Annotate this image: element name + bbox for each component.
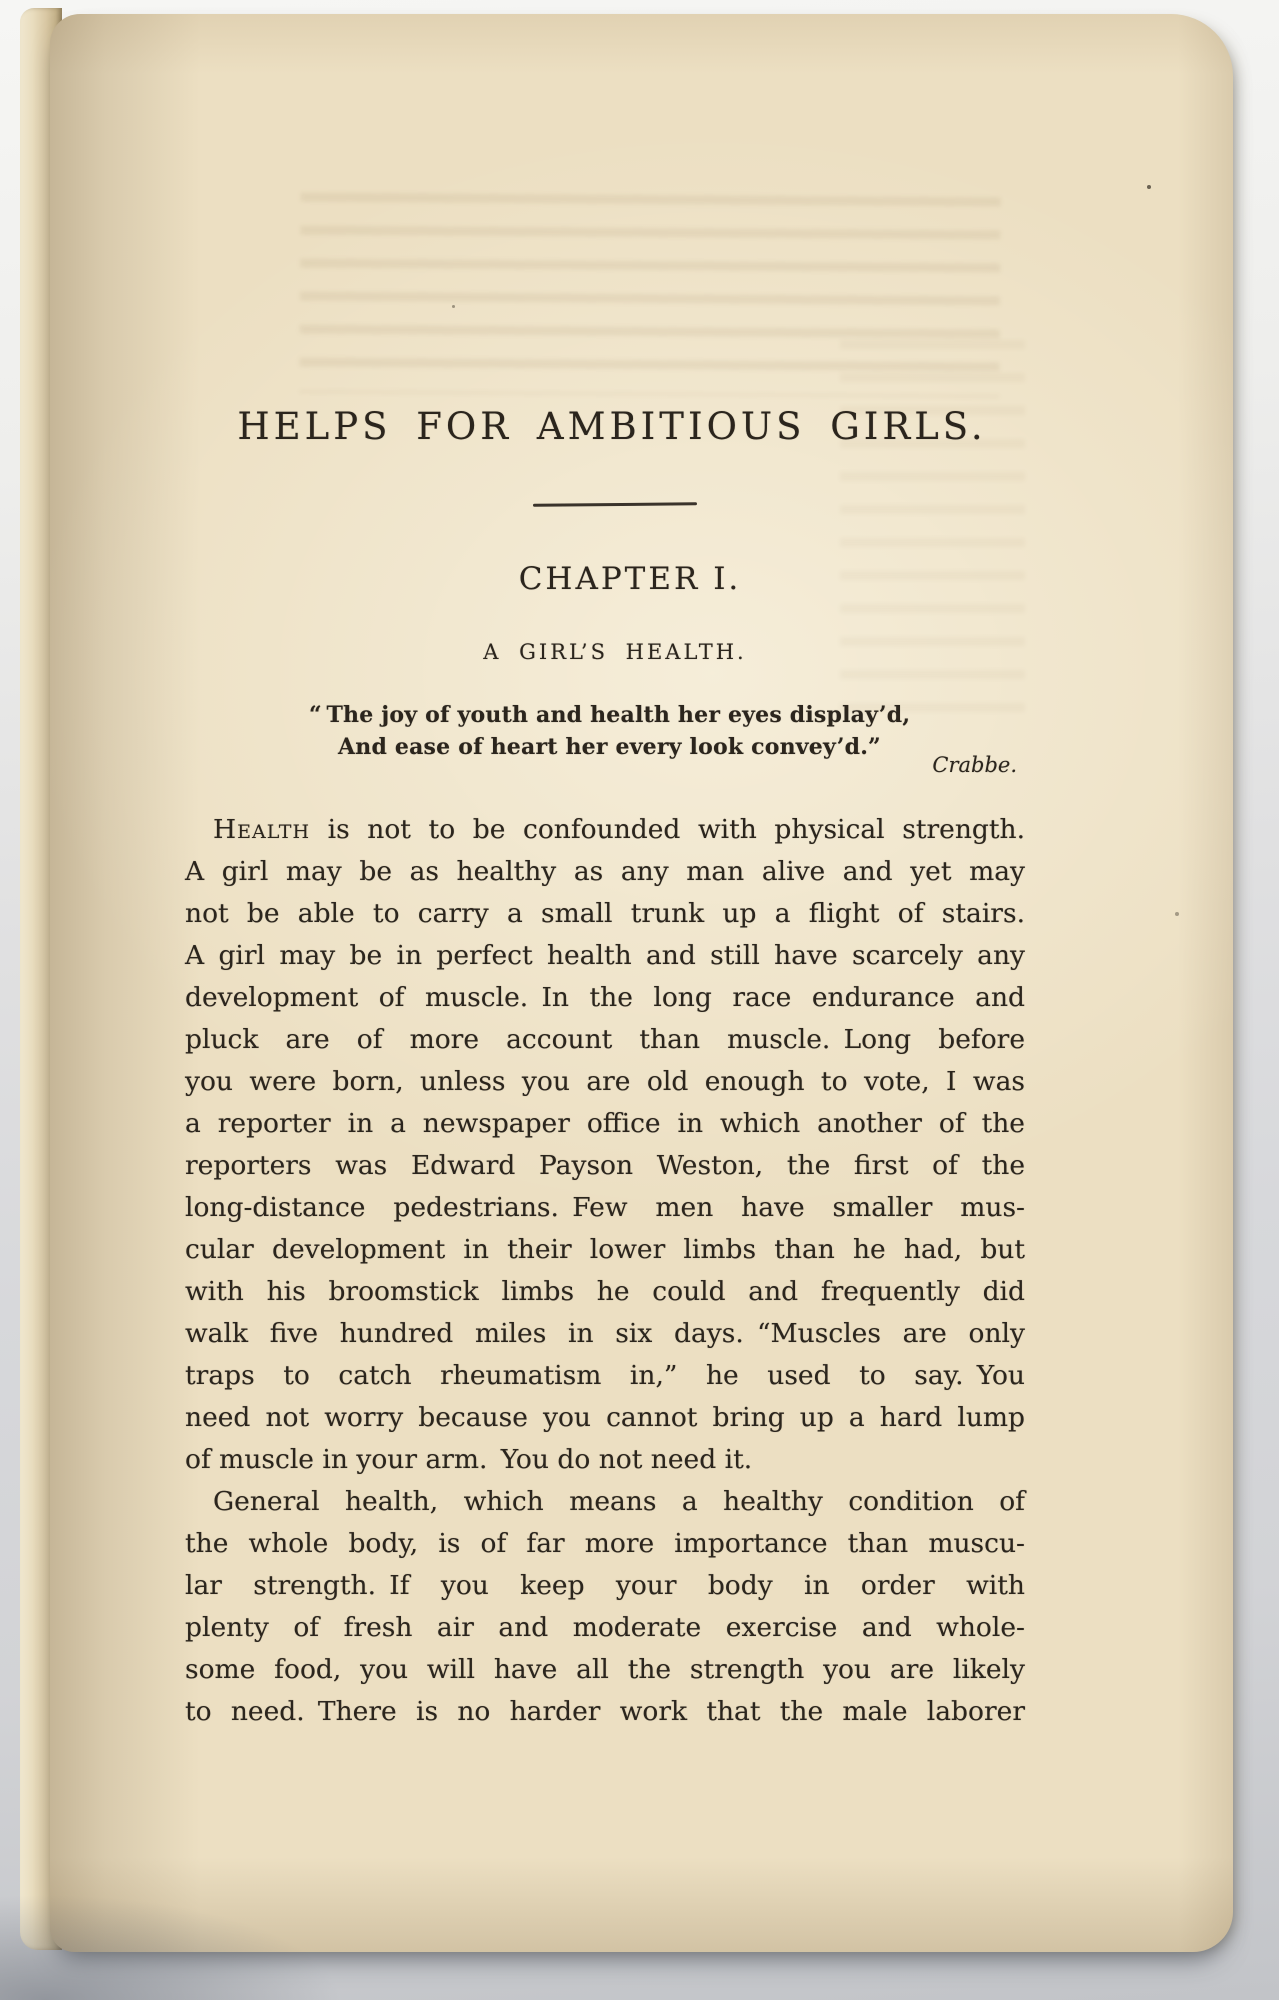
body-line: with his broomstick limbs he could and frequently did xyxy=(185,1276,1025,1307)
body-line: cular development in their lower limbs than he had, but xyxy=(185,1234,1025,1265)
body-line: traps to catch rheumatism in,” he used to say. You xyxy=(185,1360,1025,1391)
body-line: reporters was Edward Payson Weston, the first of the xyxy=(185,1150,1025,1181)
body-line: development of muscle. In the long race endurance and xyxy=(185,982,1025,1013)
body-text xyxy=(185,809,1025,1733)
paper-speck xyxy=(1147,185,1151,189)
body-line: need not worry because you cannot bring up a hard lump xyxy=(185,1402,1025,1433)
page-content xyxy=(185,14,1025,1952)
body-line: lar strength. If you keep your body in order with xyxy=(185,1570,1025,1601)
body-line: Health is not to be confounded with physical strength. xyxy=(213,814,1025,845)
body-line: a reporter in a newspaper office in which another of the xyxy=(185,1108,1025,1139)
paper-speck xyxy=(1175,912,1179,916)
body-line: you were born, unless you are old enough to vote, I was xyxy=(185,1066,1025,1097)
body-line: walk five hundred miles in six days. “Muscles are only xyxy=(185,1318,1025,1349)
epigraph-line: And ease of heart her every look convey’d.” xyxy=(338,734,881,760)
chapter-heading: CHAPTER I. xyxy=(518,561,742,597)
book-page xyxy=(50,14,1233,1952)
body-line: long-distance pedestrians. Few men have smaller mus- xyxy=(185,1192,1025,1223)
smallcaps-word: Health xyxy=(213,814,311,845)
body-line: General health, which means a healthy condition of xyxy=(213,1486,1025,1517)
body-line: A girl may be in perfect health and still have scarcely any xyxy=(185,940,1025,971)
title-divider-rule xyxy=(533,502,697,506)
body-line: not be able to carry a small trunk up a flight of stairs. xyxy=(185,898,1025,929)
body-line: some food, you will have all the strength you are likely xyxy=(185,1654,1025,1685)
body-line: of muscle in your arm. You do not need it. xyxy=(185,1444,753,1475)
body-line: to need. There is no harder work that the male laborer xyxy=(185,1696,1025,1727)
body-line: plenty of fresh air and moderate exercise and whole- xyxy=(185,1612,1025,1643)
body-line: A girl may be as healthy as any man alive and yet may xyxy=(185,856,1025,887)
epigraph xyxy=(309,699,910,763)
epigraph-line: “ The joy of youth and health her eyes display’d, xyxy=(309,702,911,728)
body-line: the whole body, is of far more importance than muscu- xyxy=(185,1528,1025,1559)
epigraph-attribution: Crabbe. xyxy=(932,753,1017,777)
body-line: pluck are of more account than muscle. Long before xyxy=(185,1024,1025,1055)
section-heading: A GIRL’S HEALTH. xyxy=(483,640,747,664)
book-title: HELPS FOR AMBITIOUS GIRLS. xyxy=(237,405,987,448)
